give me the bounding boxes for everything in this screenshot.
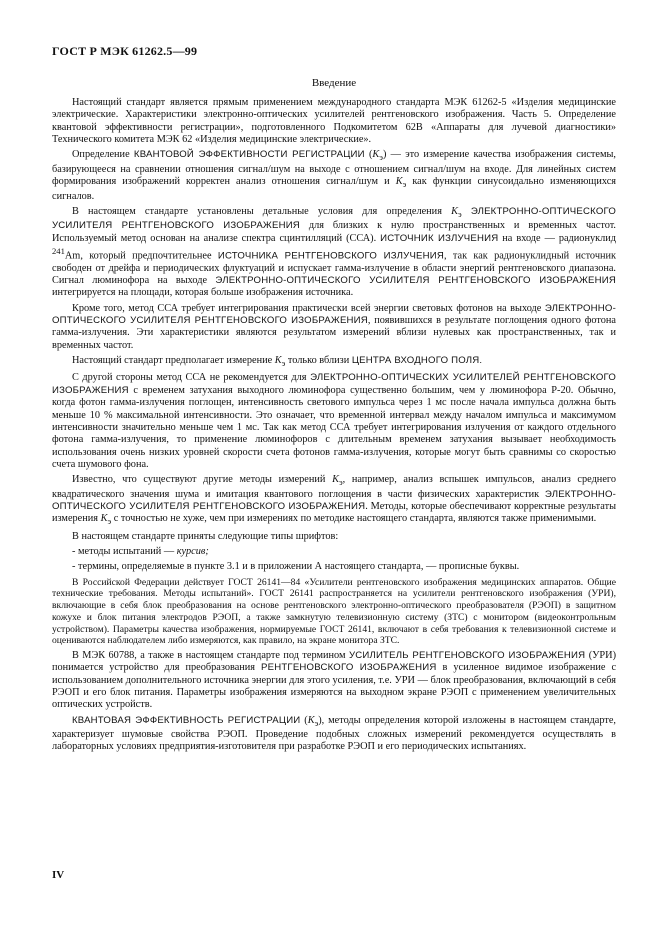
paragraph-6: С другой стороны метод ССА не рекомендуется для ЭЛЕКТРОННО-ОПТИЧЕСКИХ УСИЛИТЕЛЕЙ РЕНТГЕНОВСКОГО ИЗОБРАЖЕНИЯ с временем затухания выходного люминофора существенно большим, чем у люминофора Р-20. Обычно, когда фотон гамма-излучения поглощен, интенсивность светового импульса через 1 мс после начала импульса должна быть меньше 10 % максимальной интенсивности. Это означает, что временной интервал между началом импульса и максимумом интенсивности значительно меньше чем 1 мс. Так как метод ССА требует интегрирования излучения от каждого отдельного фотона гамма-излучения, то применение люминофоров с длительным временем затухания вызывает необходимость использования очень низких уровней скорости счета фотонов гамма-излучения, которые могут быть сравнимы со скоростью счета шумового фона. (52, 372, 617, 470)
paragraph-8: В настоящем стандарте приняты следующие типы шрифтов: (72, 530, 339, 542)
list-item-terms: - термины, определяемые в пункте 3.1 и в приложении А настоящего стандарта, — прописные буквы. (72, 561, 520, 573)
paragraph-11: КВАНТОВАЯ ЭФФЕКТИВНОСТЬ РЕГИСТРАЦИИ $(K_э)$, методы определения которой изложены в настоящем стандарте, характеризует шумовые свойства РЭОП. Проведение подобных сложных измерений рекомендуется осуществлять в лабораторных условиях предприятия-изготовителя при разработке РЭОП и его периодических испытаниях. (52, 714, 616, 753)
list-item-methods: - методы испытаний — курсив; (72, 546, 209, 558)
paragraph-9: В Российской Федерации действует ГОСТ 26141—84 «Усилители рентгеновского изображения медицинских аппаратов. Общие технические требования. Методы испытаний». ГОСТ 26141 распространяется на усилители рентгеновского изображения (УРИ), включающие в себя блок преобразования на основе рентгеновского электронно-оптического преобразователя (РЭОП) в защитном кожухе и блок питания электродов РЭОП, а также замкнутую телевизионную систему (ЗТС) с монитором (видеоконтрольным устройством). Параметры качества изображения, нормируемые ГОСТ 26141, включают в себя требования к телевизионной системе и оцениваются наблюдателем либо измеряются, как правило, на экране монитора ЗТС. (52, 576, 616, 647)
paragraph-1: Настоящий стандарт является прямым применением международного стандарта МЭК 61262-5 «Изделия медицинские электрические. Характеристики электронно-оптических усилителей рентгеновского изображения. Часть 5. Определение квантовой эффективности регистрации», подготовленного Подкомитетом 62В «Аппараты для лучевой диагностики» Технического комитета МЭК 62 «Изделия медицинские электрические». (52, 97, 616, 146)
page (52, 44, 616, 757)
paragraph-7: Известно, что существуют другие методы измерений $K_э$, например, анализ вспышек импульсов, анализ среднего квадратического значения шума и имитация квантового поглощения в части физических характеристик ЭЛЕКТРОННО-ОПТИЧЕСКОГО УСИЛИТЕЛЯ РЕНТГЕНОВСКОГО ИЗОБРАЖЕНИЯ. Методы, которые обеспечивают корректные результаты измерения $K_э$ с точностью не хуже, чем при измерениях по методике настоящего стандарта, являются также применимыми. (52, 474, 617, 527)
term: КВАНТОВОЙ ЭФФЕКТИВНОСТИ РЕГИСТРАЦИИ (133, 149, 365, 161)
section-title: Введение (311, 77, 357, 89)
document-header: ГОСТ Р МЭК 61262.5—99 (52, 44, 198, 58)
paragraph-10: В МЭК 60788, а также в настоящем стандарте под термином УСИЛИТЕЛЬ РЕНТГЕНОВСКОГО ИЗОБРАЖЕНИЯ (УРИ) понимается устройство для преобразования РЕНТГЕНОВСКОГО ИЗОБРАЖЕНИЯ в усиленное видимое изображение с использованием дополнительного источника энергии для этого усиления, т.е. УРИ — блок преобразования, включающий в себя РЭОП и его блок питания. Параметры изображения измеряются на выходном экране РЭОП с применением увеличительных оптических устройств. (52, 649, 617, 711)
paragraph-4: Кроме того, метод ССА требует интегрирования практически всей энергии световых фотонов на выходе ЭЛЕКТРОННО-ОПТИЧЕСКОГО УСИЛИТЕЛЯ РЕНТГЕНОВСКОГО ИЗОБРАЖЕНИЯ, появившихся в результате поглощения одного фотона гамма-излучения. Эти характеристики являются результатом измерений вблизи нулевых как пространственных, так и временных частот. (52, 302, 616, 351)
paragraph-5: Настоящий стандарт предполагает измерение $K_э$ только вблизи ЦЕНТРА ВХОДНОГО ПОЛЯ. (72, 355, 483, 369)
paragraph-3: В настоящем стандарте установлены детальные условия для определения $K_э$ ЭЛЕКТРОННО-ОПТИЧЕСКОГО УСИЛИТЕЛЯ РЕНТГЕНОВСКОГО ИЗОБРАЖЕНИЯ для близких к нулю пространственных и временных частот. Используемый метод основан на анализе спектра сцинтилляций (ССА). ИСТОЧНИК ИЗЛУЧЕНИЯ на входе — радионуклид $^{241}$Am, который предпочтительнее ИСТОЧНИКА РЕНТГЕНОВСКОГО ИЗЛУЧЕНИЯ, так как радионуклидный источник свободен от дрейфа и периодических флуктуаций и испускает гамма-излучение в области энергий рентгеновского диапазона. Сигнал люминофора на выходе ЭЛЕКТРОННО-ОПТИЧЕСКОГО УСИЛИТЕЛЯ РЕНТГЕНОВСКОГО ИЗОБРАЖЕНИЯ интегрируется на площади, которая больше изображения источника. (52, 205, 617, 299)
page-number: IV (52, 869, 65, 881)
paragraph-2: Определение КВАНТОВОЙ ЭФФЕКТИВНОСТИ РЕГИСТРАЦИИ $(K_э)$ — это измерение качества изображения системы, базирующееся на сравнении отношения сигнал/шум на выходе с отношением сигнал/шум на входе. Для линейных систем формирования изображений корректен анализ отношения сигнал/шум и $K_э$ как функции синусоидально изменяющихся сигналов. (52, 149, 616, 202)
